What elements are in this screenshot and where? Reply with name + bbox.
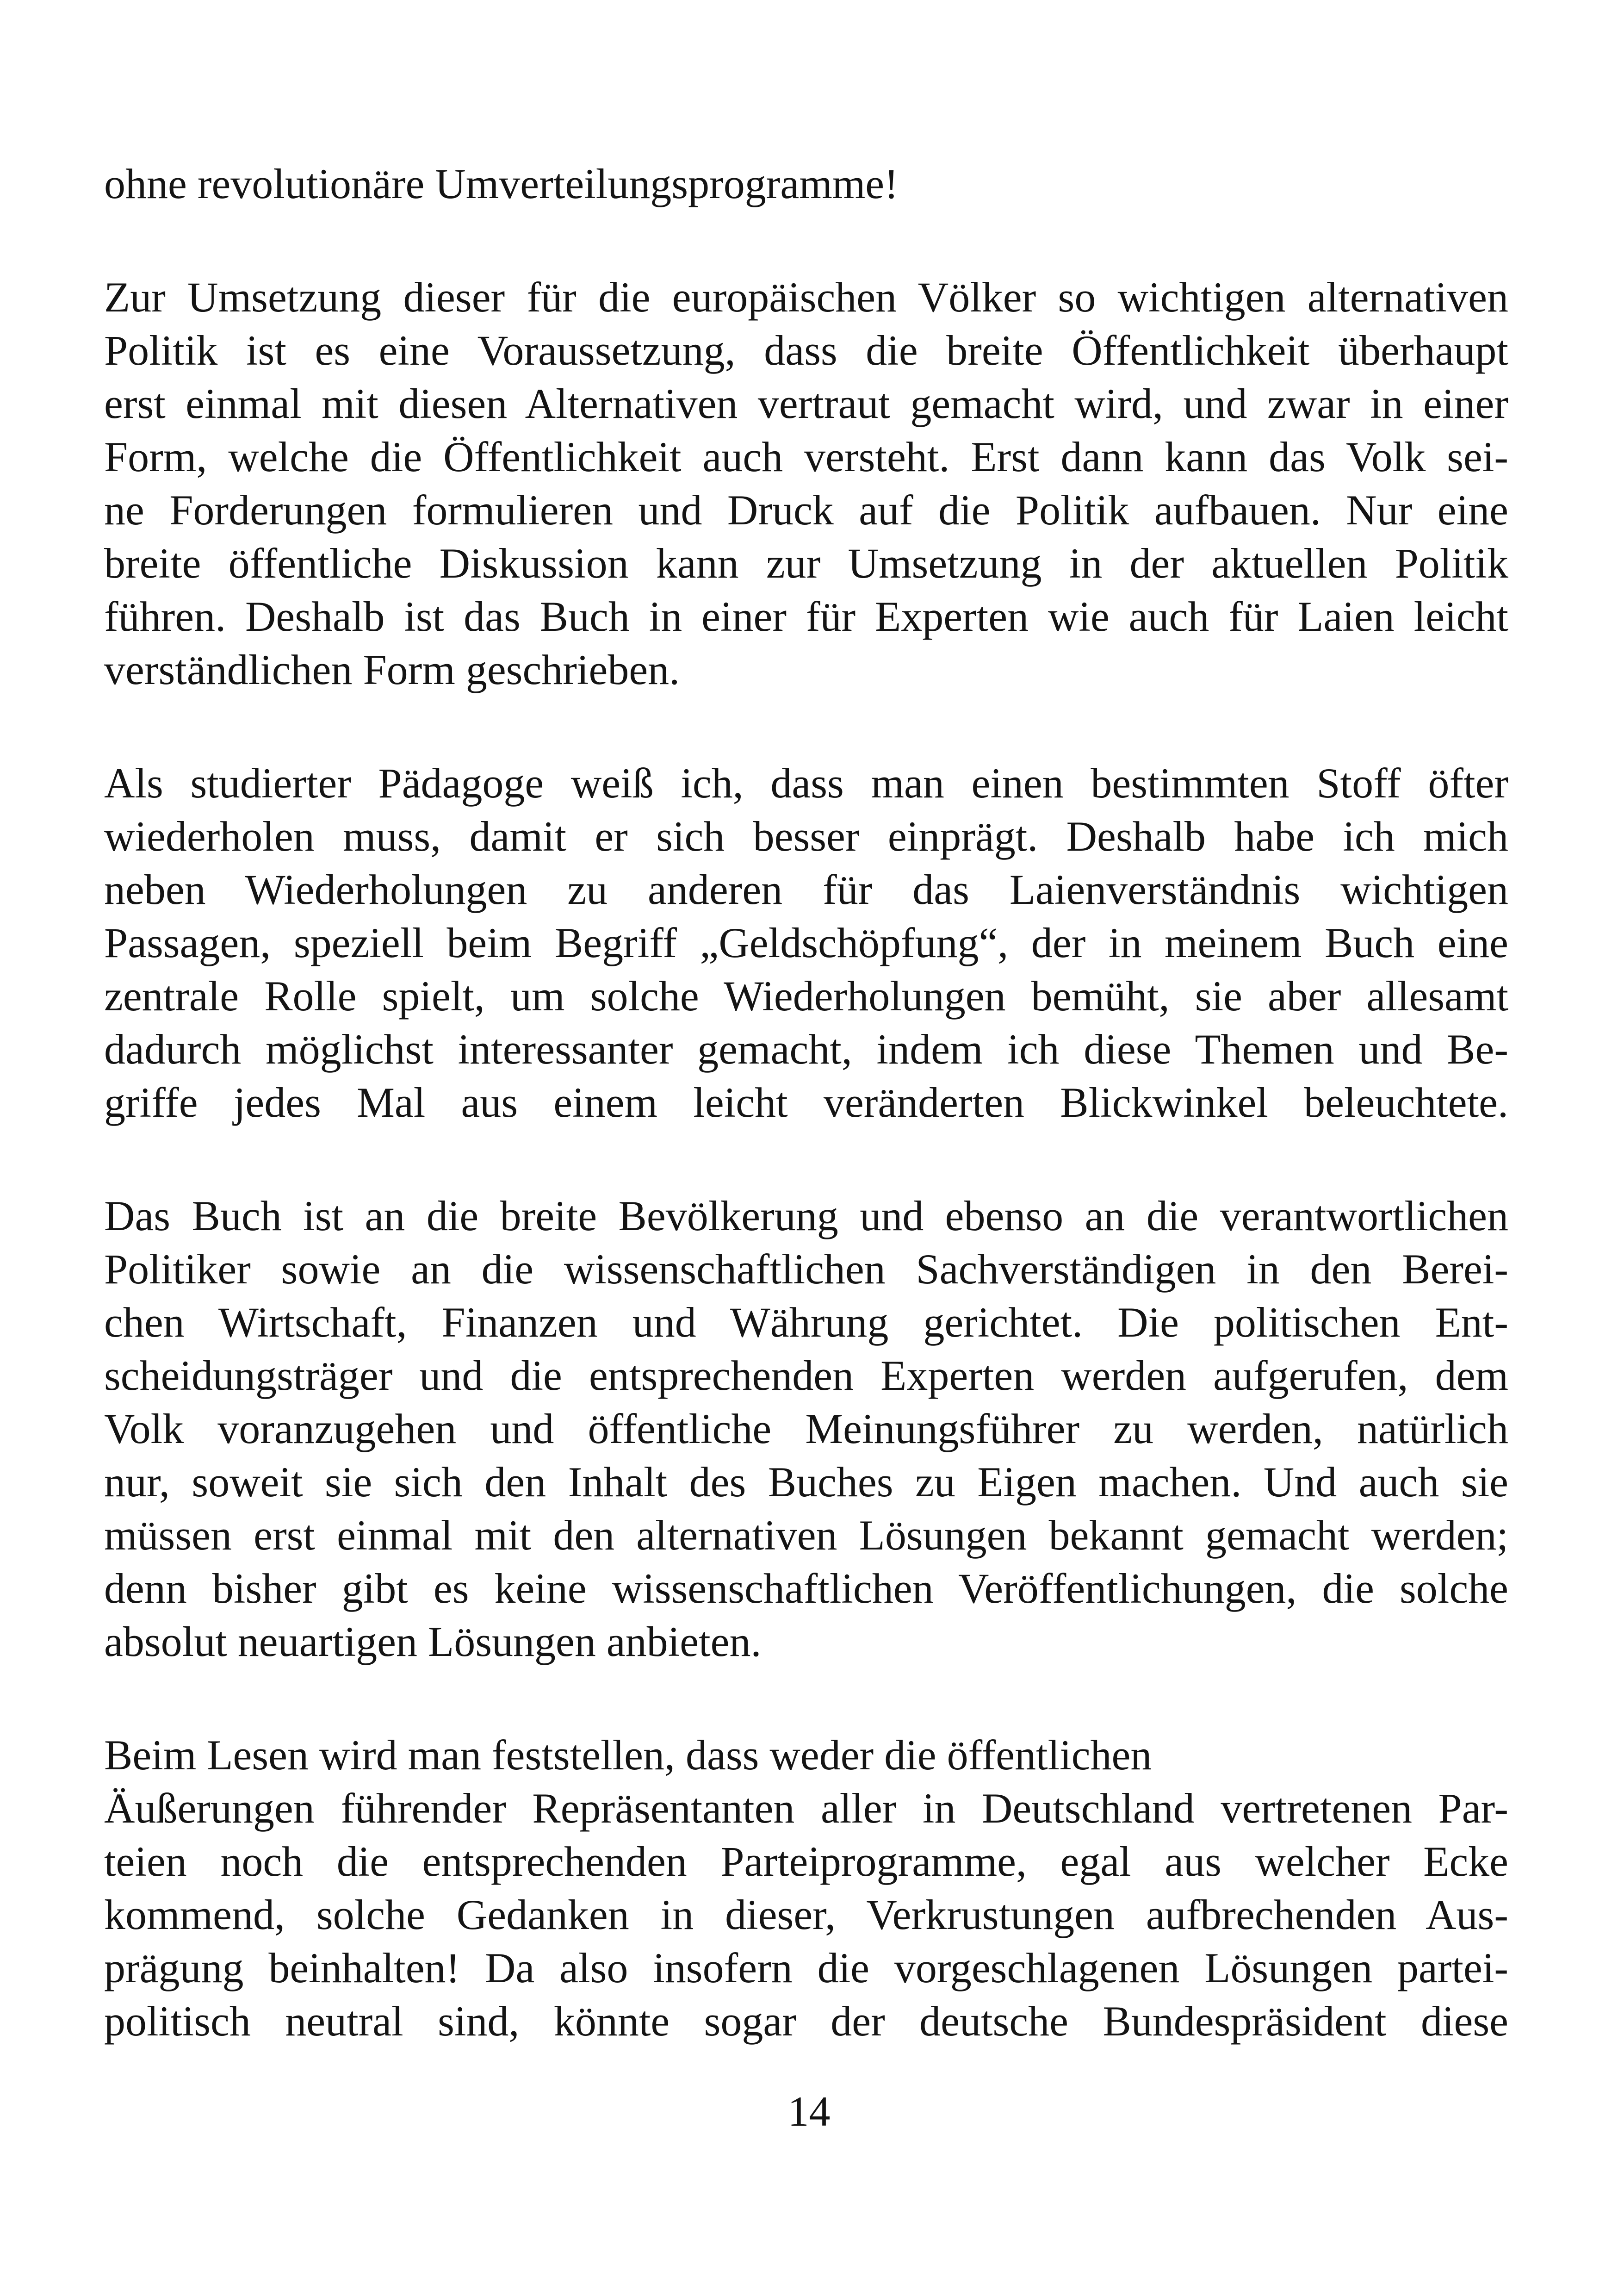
- text-line: prägung beinhalten! Da also insofern die vorgeschlagenen Lösungen partei-: [104, 1944, 1508, 1991]
- text-line: neben Wiederholungen zu anderen für das Laienverständnis wichtigen: [104, 866, 1508, 913]
- text-line: Form, welche die Öffentlichkeit auch versteht. Erst dann kann das Volk sei-: [104, 433, 1508, 480]
- text-line: Zur Umsetzung dieser für die europäischen Völker so wichtigen alternativen: [104, 274, 1508, 321]
- text-line: müssen erst einmal mit den alternativen Lösungen bekannt gemacht werden;: [104, 1512, 1508, 1559]
- text-line: erst einmal mit diesen Alternativen vertraut gemacht wird, und zwar in einer: [104, 380, 1508, 427]
- text-line: wiederholen muss, damit er sich besser einprägt. Deshalb habe ich mich: [104, 813, 1508, 860]
- text-line: ne Forderungen formulieren und Druck auf die Politik aufbauen. Nur eine: [104, 486, 1508, 534]
- text-line: Als studierter Pädagoge weiß ich, dass man einen bestimmten Stoff öfter: [104, 759, 1508, 807]
- text-line: politisch neutral sind, könnte sogar der deutsche Bundespräsident diese: [104, 1997, 1508, 2045]
- text-line: breite öffentliche Diskussion kann zur Umsetzung in der aktuellen Politik: [104, 540, 1508, 587]
- text-line: chen Wirtschaft, Finanzen und Währung gerichtet. Die politischen Ent-: [104, 1299, 1508, 1346]
- text-line: Beim Lesen wird man feststellen, dass weder die öffentlichen: [104, 1731, 1152, 1779]
- text-line: dadurch möglichst interessanter gemacht, indem ich diese Themen und Be-: [104, 1026, 1508, 1073]
- text-line: denn bisher gibt es keine wissenschaftlichen Veröffentlichungen, die solche: [104, 1565, 1508, 1612]
- text-line: Das Buch ist an die breite Bevölkerung und ebenso an die verantwortlichen: [104, 1192, 1508, 1239]
- text-line: griffe jedes Mal aus einem leicht veränderten Blickwinkel beleuchtete.: [104, 1079, 1508, 1126]
- text-line: ohne revolutionäre Umverteilungsprogramme!: [104, 160, 899, 207]
- text-line: Politik ist es eine Voraussetzung, dass die breite Öffentlichkeit überhaupt: [104, 327, 1508, 374]
- text-line: Passagen, speziell beim Begriff „Geldschöpfung“, der in meinem Buch eine: [104, 919, 1508, 966]
- text-line: führen. Deshalb ist das Buch in einer für Experten wie auch für Laien leicht: [104, 593, 1508, 640]
- text-line: zentrale Rolle spielt, um solche Wiederholungen bemüht, sie aber allesamt: [104, 972, 1508, 1020]
- text-line: verständlichen Form geschrieben.: [104, 646, 680, 693]
- text-line: teien noch die entsprechenden Parteiprogramme, egal aus welcher Ecke: [104, 1838, 1508, 1885]
- text-line: scheidungsträger und die entsprechenden Experten werden aufgerufen, dem: [104, 1352, 1508, 1399]
- text-line: Äußerungen führender Repräsentanten aller in Deutschland vertretenen Par-: [104, 1785, 1508, 1832]
- page-number: 14: [787, 2088, 831, 2135]
- text-line: nur, soweit sie sich den Inhalt des Buches zu Eigen machen. Und auch sie: [104, 1458, 1508, 1506]
- text-line: Volk voranzugehen und öffentliche Meinungsführer zu werden, natürlich: [104, 1405, 1508, 1452]
- text-line: absolut neuartigen Lösungen anbieten.: [104, 1618, 762, 1665]
- text-line: kommend, solche Gedanken in dieser, Verkrustungen aufbrechenden Aus-: [104, 1891, 1508, 1938]
- text-line: Politiker sowie an die wissenschaftlichen Sachverständigen in den Berei-: [104, 1245, 1508, 1293]
